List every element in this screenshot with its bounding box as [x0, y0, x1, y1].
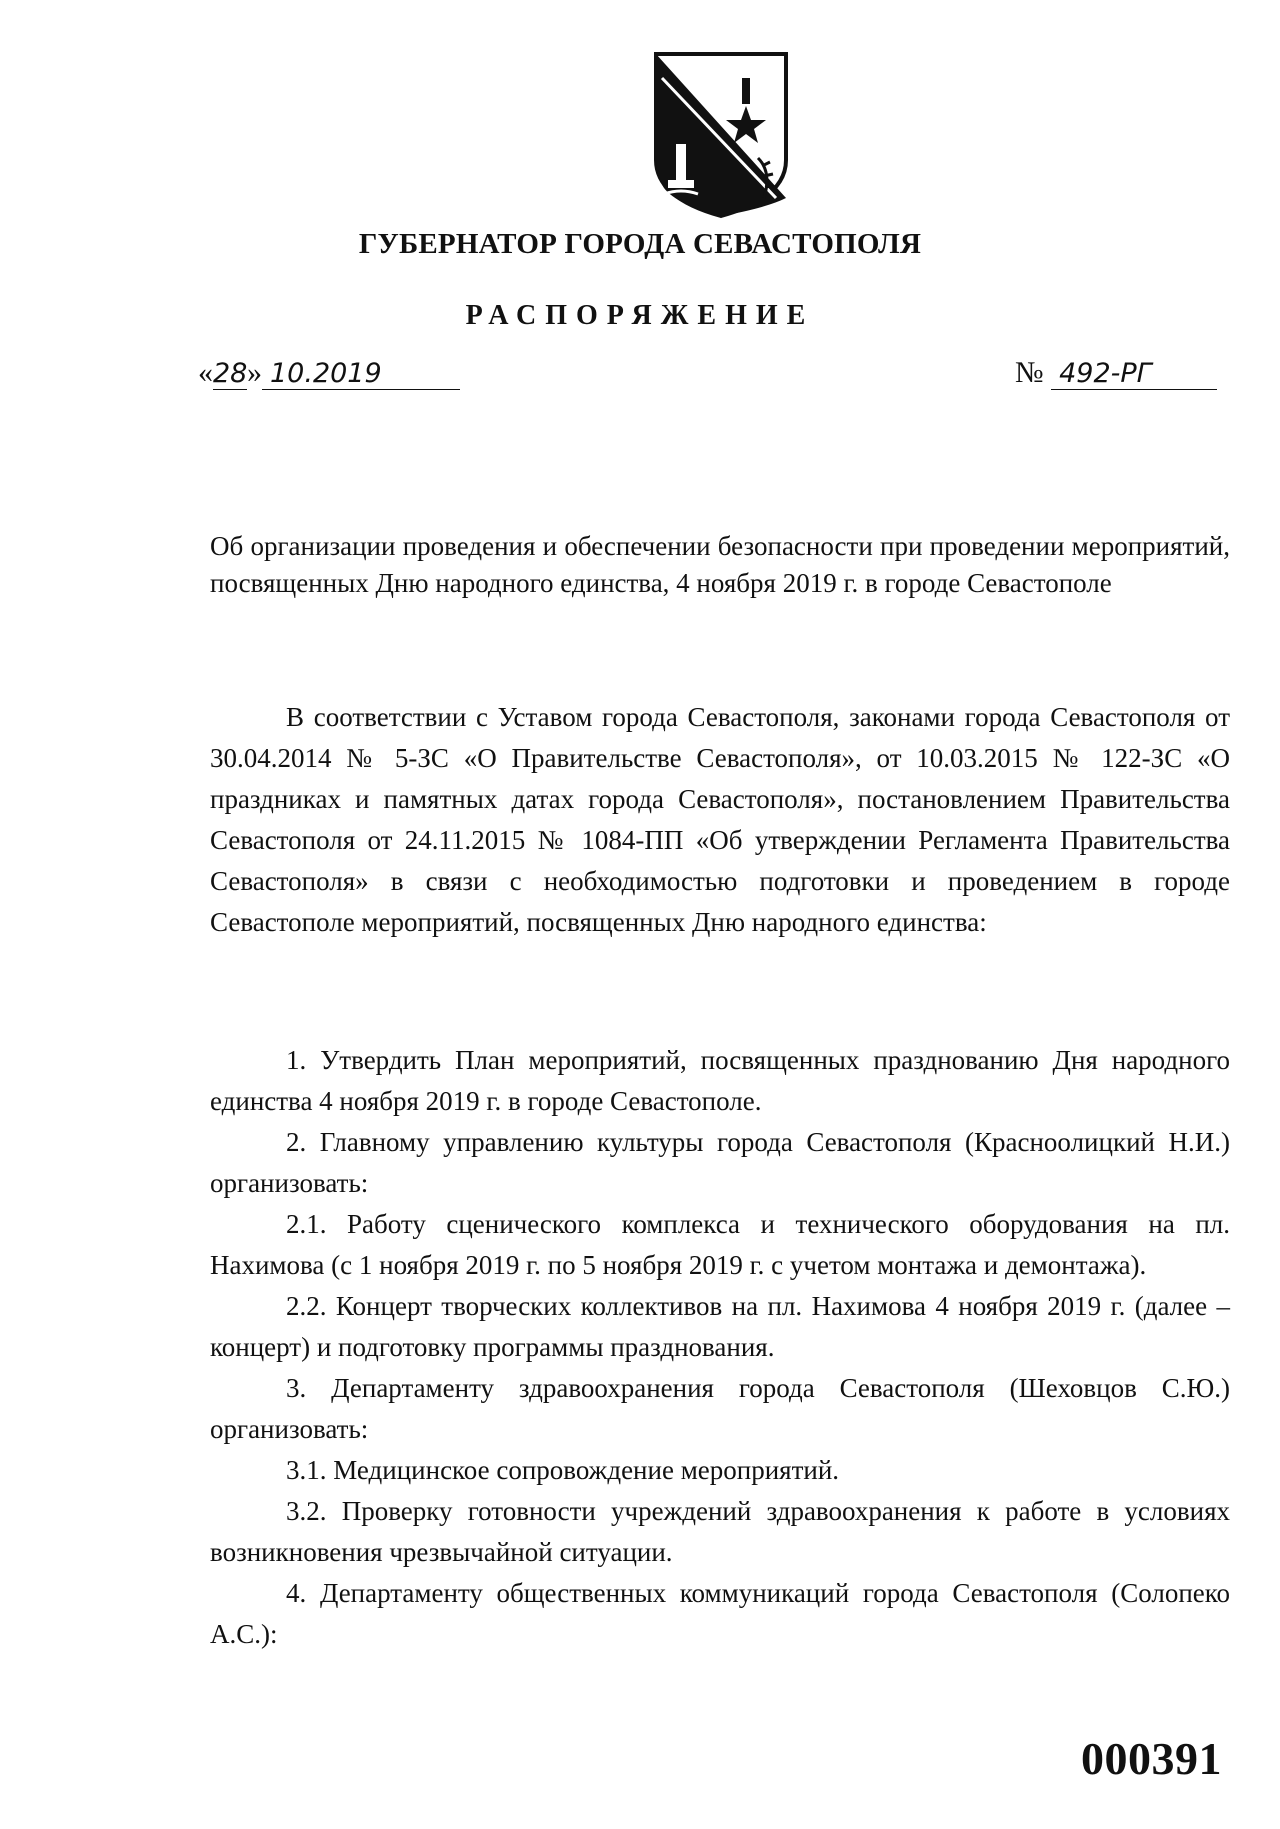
number-label: № [1015, 356, 1044, 389]
document-subject: Об организации проведения и обеспечении безопасности при проведении мероприятий, посвященных Дню народного единства, 4 ноября 2019 г. в городе Севастополе [210, 531, 1230, 598]
date-day-handwritten: 28 [213, 358, 248, 389]
date-month-year-handwritten: 10.2019 [262, 359, 460, 390]
preamble-text: В соответствии с Уставом города Севастополя, законами города Севастополя от 30.04.2014 № 5-ЗС «О Правительстве Севастополя», от 10.03.2015 № 122-ЗС «О праздниках и памятных датах города Севастополя», постановлением Правительства Севастополя от 24.11.2015 № 1084-ПП «Об утверждении Регламента Правительства Севастополя» в связи с необходимостью подготовки и проведением в городе Севастополе мероприятий, посвященных Дню народного единства: [210, 702, 1230, 937]
order-item: 2. Главному управлению культуры города Севастополя (Красноолицкий Н.И.) организовать: [210, 1127, 1230, 1198]
number-handwritten: 492-РГ [1051, 359, 1217, 390]
order-item: 2.1. Работу сценического комплекса и технического оборудования на пл. Нахимова (с 1 ноября 2019 г. по 5 ноября 2019 г. с учетом монтажа и демонтажа). [210, 1209, 1230, 1280]
order-items [210, 1040, 1230, 1655]
order-item: 2.2. Концерт творческих коллективов на пл. Нахимова 4 ноября 2019 г. (далее – концерт) и подготовку программы празднования. [210, 1291, 1230, 1362]
document-number [1015, 356, 1217, 390]
order-item: 4. Департаменту общественных коммуникаций города Севастополя (Солопеко А.С.): [210, 1578, 1230, 1649]
coat-of-arms-emblem [646, 48, 796, 220]
order-item: 1. Утвердить План мероприятий, посвященных празднованию Дня народного единства 4 ноября 2019 г. в городе Севастополе. [210, 1045, 1230, 1116]
order-item: 3. Департаменту здравоохранения города Севастополя (Шеховцов С.Ю.) организовать: [210, 1373, 1230, 1444]
issuing-authority: ГУБЕРНАТОР ГОРОДА СЕВАСТОПОЛЯ [358, 228, 922, 260]
document-date [198, 356, 460, 390]
order-item: 3.2. Проверку готовности учреждений здравоохранения к работе в условиях возникновения чрезвычайной ситуации. [210, 1496, 1230, 1567]
page-serial-number: 000391 [1081, 1733, 1222, 1784]
date-quote-open: « [198, 356, 213, 389]
document-type: РАСПОРЯЖЕНИЕ [465, 300, 815, 331]
preamble-paragraph [210, 697, 1230, 943]
order-item: 3.1. Медицинское сопровождение мероприятий. [286, 1455, 840, 1485]
date-quote-close: » [247, 356, 262, 389]
